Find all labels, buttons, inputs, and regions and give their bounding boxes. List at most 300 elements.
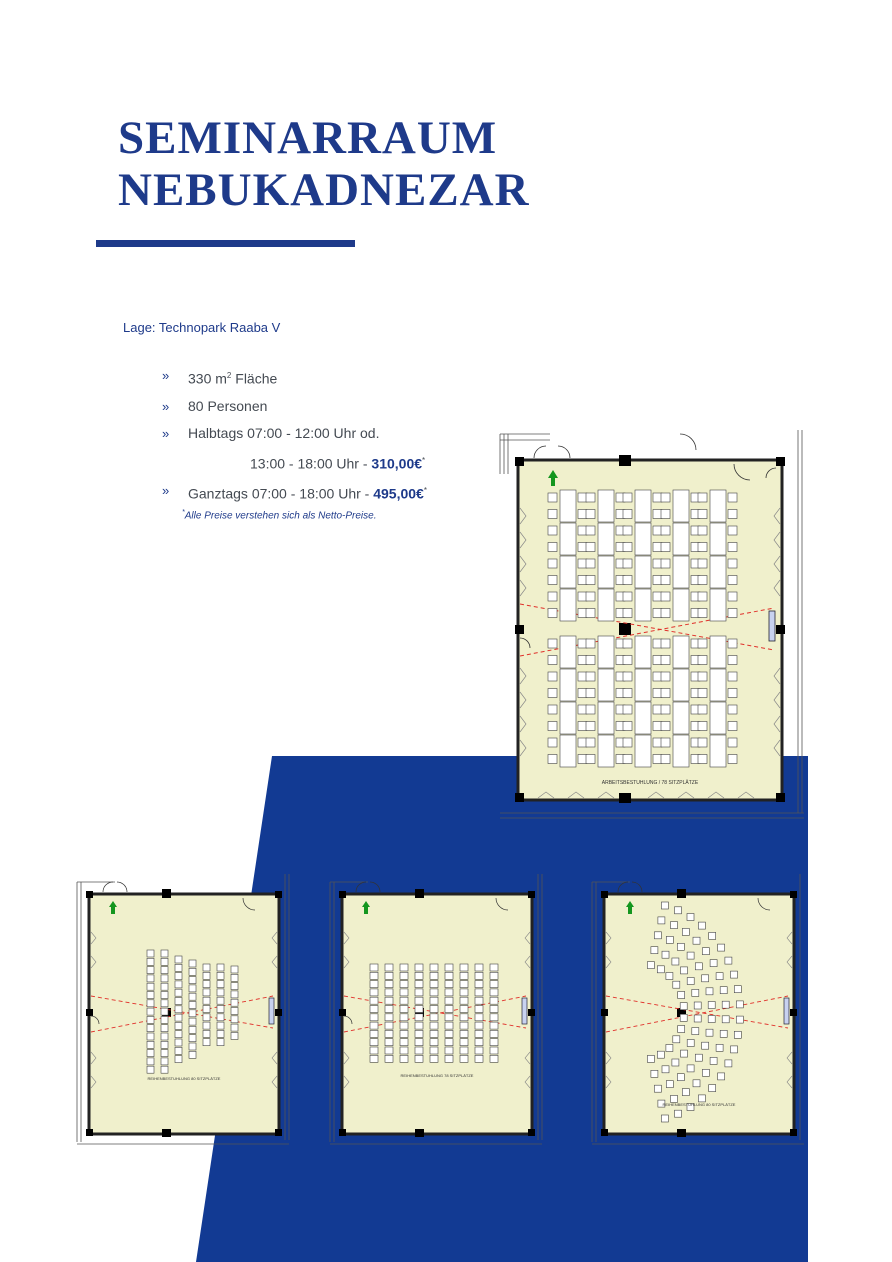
chair: [661, 672, 670, 681]
chair: [548, 559, 557, 568]
chair: [666, 1081, 673, 1088]
chair: [490, 1022, 498, 1029]
chair: [680, 1003, 687, 1010]
chair: [586, 493, 595, 502]
chair: [548, 543, 557, 552]
chair: [698, 576, 707, 585]
chair: [430, 1022, 438, 1029]
chair: [445, 1030, 453, 1037]
bullet-icon: »: [162, 398, 170, 414]
chair: [548, 689, 557, 698]
chair: [666, 973, 673, 980]
chair: [623, 738, 632, 747]
chair: [623, 543, 632, 552]
chair: [147, 967, 154, 974]
chair: [578, 738, 587, 747]
chair: [653, 526, 662, 535]
chair: [653, 722, 662, 731]
chair: [728, 672, 737, 681]
table: [560, 556, 576, 588]
chair: [385, 981, 393, 988]
chair: [147, 975, 154, 982]
table: [560, 669, 576, 701]
chair: [695, 963, 702, 970]
chair: [189, 985, 196, 992]
chair: [445, 997, 453, 1004]
chair: [653, 493, 662, 502]
table: [710, 523, 726, 555]
table: [635, 735, 651, 767]
chair: [722, 1016, 729, 1023]
chair: [490, 981, 498, 988]
table: [635, 636, 651, 668]
chair: [623, 755, 632, 764]
chair: [460, 997, 468, 1004]
chair: [698, 689, 707, 698]
chair: [709, 932, 716, 939]
chair: [161, 1016, 168, 1023]
chair: [728, 639, 737, 648]
chair: [687, 1065, 694, 1072]
chair: [370, 1047, 378, 1054]
chair: [445, 1039, 453, 1046]
chair: [702, 948, 709, 955]
chair: [586, 755, 595, 764]
chair: [490, 1039, 498, 1046]
chair: [217, 997, 224, 1004]
chair: [430, 1006, 438, 1013]
chair: [728, 689, 737, 698]
chair: [647, 1055, 654, 1062]
chair: [203, 1022, 210, 1029]
chair: [653, 656, 662, 665]
chair: [415, 1030, 423, 1037]
chair: [490, 1055, 498, 1062]
chair: [698, 510, 707, 519]
halfday-line-1: Halbtags 07:00 - 12:00 Uhr od.: [188, 424, 380, 441]
chair: [460, 981, 468, 988]
chair: [147, 992, 154, 999]
chair: [430, 997, 438, 1004]
chair: [175, 964, 182, 971]
chair: [445, 981, 453, 988]
chair: [175, 1014, 182, 1021]
persons-label: 80 Personen: [188, 397, 268, 414]
chair: [716, 973, 723, 980]
halfday-line-2: [188, 447, 492, 478]
chair: [370, 972, 378, 979]
title-underline: [96, 240, 355, 247]
chair: [161, 950, 168, 957]
chair: [702, 1069, 709, 1076]
chair: [175, 1006, 182, 1013]
chair: [687, 978, 694, 985]
table: [560, 589, 576, 621]
chair: [681, 967, 688, 974]
chair: [217, 1014, 224, 1021]
chair: [161, 1025, 168, 1032]
chair: [460, 1055, 468, 1062]
chair: [578, 639, 587, 648]
chair: [651, 1070, 658, 1077]
chair: [698, 592, 707, 601]
area-unit-sup: 2: [226, 371, 232, 380]
chair: [653, 592, 662, 601]
floor-plan-rows-2: [328, 872, 546, 1148]
floor-plan-curved: [590, 872, 808, 1148]
chair: [702, 975, 709, 982]
floor-plan-rows-1: [75, 872, 293, 1148]
chair: [475, 972, 483, 979]
title-line-1: SEMINARRAUM: [118, 112, 498, 164]
chair: [661, 689, 670, 698]
chair: [370, 1006, 378, 1013]
chair: [654, 932, 661, 939]
chair: [175, 1031, 182, 1038]
chair: [673, 981, 680, 988]
bullet-icon: »: [162, 368, 170, 383]
chair: [586, 543, 595, 552]
chair: [400, 989, 408, 996]
chair: [161, 1033, 168, 1040]
chair: [147, 1033, 154, 1040]
table: [635, 669, 651, 701]
chair: [623, 672, 632, 681]
chair: [623, 609, 632, 618]
chair: [586, 526, 595, 535]
chair: [586, 689, 595, 698]
main-plan-caption: ARBEITSBESTUHLUNG / 78 SITZPLÄTZE: [601, 780, 699, 786]
chair: [710, 1057, 717, 1064]
chair: [445, 1022, 453, 1029]
chair: [430, 1030, 438, 1037]
area-value: 330 m: [188, 370, 227, 387]
halfday-times: 13:00 - 18:00 Uhr -: [250, 455, 372, 472]
chair: [475, 1055, 483, 1062]
chair: [189, 993, 196, 1000]
chair: [728, 592, 737, 601]
chair: [661, 902, 668, 909]
chair: [692, 989, 699, 996]
chair: [682, 1089, 689, 1096]
chair: [687, 1040, 694, 1047]
chair: [728, 559, 737, 568]
chair: [217, 989, 224, 996]
chair: [161, 967, 168, 974]
chair: [370, 981, 378, 988]
chair: [578, 755, 587, 764]
table: [598, 556, 614, 588]
chair: [370, 1039, 378, 1046]
chair: [161, 992, 168, 999]
note-asterisk: *: [182, 509, 185, 516]
chair: [623, 510, 632, 519]
chair: [720, 1030, 727, 1037]
chair: [231, 983, 238, 990]
chair: [203, 981, 210, 988]
chair: [385, 997, 393, 1004]
chair: [698, 755, 707, 764]
chair: [203, 997, 210, 1004]
chair: [698, 1095, 705, 1102]
chair: [415, 981, 423, 988]
chair: [734, 1031, 741, 1038]
table: [635, 702, 651, 734]
chair: [728, 738, 737, 747]
chair: [175, 1047, 182, 1054]
chair: [658, 917, 665, 924]
chair: [548, 592, 557, 601]
chair: [460, 1014, 468, 1021]
chair: [578, 592, 587, 601]
table: [598, 636, 614, 668]
table: [673, 669, 689, 701]
chair: [217, 1022, 224, 1029]
chair: [400, 981, 408, 988]
floor-plan-main: [498, 428, 806, 820]
chair: [706, 988, 713, 995]
chair: [370, 1014, 378, 1021]
chair: [657, 966, 664, 973]
chair: [385, 1030, 393, 1037]
chair: [203, 1030, 210, 1037]
chair: [586, 705, 595, 714]
chair: [490, 1047, 498, 1054]
chair: [698, 922, 705, 929]
chair: [698, 493, 707, 502]
chair: [653, 576, 662, 585]
chair: [647, 962, 654, 969]
chair: [189, 968, 196, 975]
chair: [415, 964, 423, 971]
chair: [415, 1022, 423, 1029]
chair: [586, 672, 595, 681]
table: [560, 490, 576, 522]
chair: [725, 1060, 732, 1067]
table: [710, 490, 726, 522]
chair: [623, 559, 632, 568]
chair: [693, 1080, 700, 1087]
table: [673, 490, 689, 522]
chair: [586, 576, 595, 585]
chair: [400, 972, 408, 979]
chair: [678, 1026, 685, 1033]
fullday-asterisk: *: [423, 486, 427, 496]
chair: [623, 705, 632, 714]
chair: [586, 738, 595, 747]
chair: [548, 609, 557, 618]
chair: [623, 526, 632, 535]
chair: [385, 1055, 393, 1062]
chair: [698, 656, 707, 665]
chair: [728, 609, 737, 618]
feature-persons: [162, 393, 492, 420]
chair: [400, 1022, 408, 1029]
chair: [385, 1006, 393, 1013]
chair: [189, 1026, 196, 1033]
table: [598, 669, 614, 701]
chair: [578, 576, 587, 585]
chair: [490, 964, 498, 971]
chair: [698, 526, 707, 535]
chair: [586, 592, 595, 601]
chair: [475, 1022, 483, 1029]
chair: [578, 510, 587, 519]
feature-list: [162, 362, 492, 508]
chair: [370, 1055, 378, 1062]
table: [635, 556, 651, 588]
chair: [189, 1043, 196, 1050]
chair: [661, 705, 670, 714]
chair: [175, 956, 182, 963]
chair: [475, 964, 483, 971]
chair: [728, 755, 737, 764]
chair: [217, 1030, 224, 1037]
chair: [147, 1058, 154, 1065]
chair: [548, 639, 557, 648]
chair: [734, 986, 741, 993]
chair: [147, 1025, 154, 1032]
chair: [698, 722, 707, 731]
chair: [694, 1002, 701, 1009]
chair: [548, 755, 557, 764]
fullday-price: 495,00€: [373, 485, 424, 502]
chair: [415, 989, 423, 996]
chair: [490, 1006, 498, 1013]
chair: [720, 987, 727, 994]
chair: [385, 1039, 393, 1046]
chair: [653, 543, 662, 552]
chair: [475, 1047, 483, 1054]
chair: [710, 960, 717, 967]
chair: [666, 1045, 673, 1052]
chair: [161, 1066, 168, 1073]
chair: [175, 1056, 182, 1063]
chair: [415, 1006, 423, 1013]
chair: [653, 689, 662, 698]
chair: [430, 1039, 438, 1046]
chair: [147, 1008, 154, 1015]
table: [598, 523, 614, 555]
chair: [370, 1022, 378, 1029]
chair: [445, 989, 453, 996]
chair: [661, 656, 670, 665]
chair: [189, 1051, 196, 1058]
chair: [490, 1014, 498, 1021]
chair: [147, 1041, 154, 1048]
table: [710, 556, 726, 588]
chair: [706, 1029, 713, 1036]
chair: [548, 656, 557, 665]
table: [673, 523, 689, 555]
chair: [661, 559, 670, 568]
chair: [189, 977, 196, 984]
chair: [385, 989, 393, 996]
chair: [578, 722, 587, 731]
chair: [231, 1008, 238, 1015]
chair: [728, 656, 737, 665]
chair: [231, 999, 238, 1006]
note-text: Alle Preise verstehen sich als Netto-Preise.: [184, 510, 377, 522]
chair: [709, 1085, 716, 1092]
fullday-times: Ganztags 07:00 - 18:00 Uhr -: [188, 485, 374, 502]
chair: [400, 964, 408, 971]
chair: [460, 989, 468, 996]
chair: [161, 1058, 168, 1065]
chair: [475, 981, 483, 988]
curved-plan-caption: REIHENBESTUHLUNG 80 SITZPLÄTZE: [662, 1102, 736, 1107]
chair: [548, 672, 557, 681]
chair: [692, 1028, 699, 1035]
chair: [370, 989, 378, 996]
chair: [147, 1066, 154, 1073]
chair: [217, 1039, 224, 1046]
chair: [657, 1051, 664, 1058]
chair: [693, 937, 700, 944]
chair: [661, 592, 670, 601]
chair: [161, 1008, 168, 1015]
chair: [708, 1016, 715, 1023]
chair: [677, 943, 684, 950]
chair: [460, 1030, 468, 1037]
chair: [548, 738, 557, 747]
chair: [217, 964, 224, 971]
chair: [203, 1006, 210, 1013]
chair: [728, 705, 737, 714]
chair: [661, 609, 670, 618]
chair: [147, 1050, 154, 1057]
chair: [725, 957, 732, 964]
chair: [736, 1001, 743, 1008]
chair: [231, 991, 238, 998]
chair: [731, 1046, 738, 1053]
chair: [623, 592, 632, 601]
chair: [460, 1006, 468, 1013]
chair: [175, 981, 182, 988]
chair: [217, 981, 224, 988]
chair: [203, 1014, 210, 1021]
price-note: [182, 509, 376, 521]
chair: [415, 1047, 423, 1054]
chair: [445, 1055, 453, 1062]
chair: [661, 738, 670, 747]
chair: [175, 1022, 182, 1029]
chair: [578, 493, 587, 502]
chair: [217, 972, 224, 979]
chair: [217, 1006, 224, 1013]
chair: [400, 1047, 408, 1054]
chair: [475, 1030, 483, 1037]
chair: [677, 1074, 684, 1081]
chair: [189, 1002, 196, 1009]
chair: [161, 975, 168, 982]
chair: [687, 952, 694, 959]
table: [598, 490, 614, 522]
feature-halfday: [162, 420, 492, 478]
chair: [651, 947, 658, 954]
chair: [586, 639, 595, 648]
chair: [728, 510, 737, 519]
feature-area: [162, 362, 492, 393]
chair: [147, 983, 154, 990]
chair: [548, 722, 557, 731]
table: [710, 669, 726, 701]
chair: [445, 964, 453, 971]
chair: [475, 1006, 483, 1013]
chair: [175, 973, 182, 980]
chair: [653, 705, 662, 714]
chair: [661, 639, 670, 648]
